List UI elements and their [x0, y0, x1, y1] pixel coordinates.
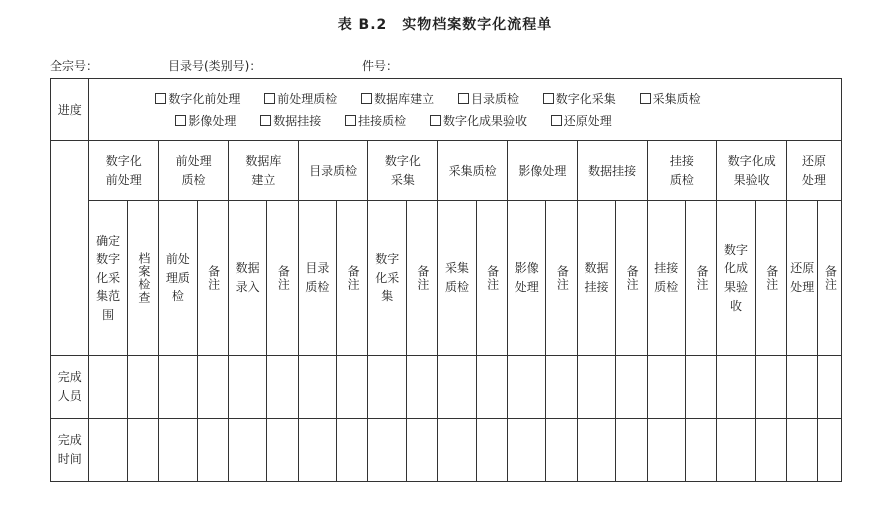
checkbox[interactable] — [264, 93, 275, 104]
cell[interactable] — [476, 419, 507, 482]
sub-image: 影像处理 — [508, 201, 546, 356]
option-data-linking[interactable]: 数据挂接 — [260, 110, 321, 132]
stage-header: 还原处理 — [787, 141, 842, 201]
checkbox[interactable] — [260, 115, 271, 126]
sub-note: 备注 — [755, 201, 786, 356]
checkbox[interactable] — [345, 115, 356, 126]
stage-header: 前处理质检 — [159, 141, 229, 201]
cell[interactable] — [197, 419, 228, 482]
option-pre-processing[interactable]: 数字化前处理 — [155, 88, 240, 110]
stage-header: 影像处理 — [508, 141, 578, 201]
sub-capqc: 采集质检 — [438, 201, 476, 356]
cell[interactable] — [577, 419, 615, 482]
cell[interactable] — [476, 356, 507, 419]
checkbox[interactable] — [175, 115, 186, 126]
cell[interactable] — [787, 419, 818, 482]
option-catalog-qc[interactable]: 目录质检 — [458, 88, 519, 110]
fonds-number-label: 全宗号： — [50, 59, 99, 73]
workflow-table — [50, 78, 842, 482]
row-label-time: 完成时间 — [51, 419, 89, 482]
row-label-person: 完成人员 — [51, 356, 89, 419]
progress-options-row1 — [105, 88, 841, 110]
stage-header: 采集质检 — [438, 141, 508, 201]
sub-accept: 数字化成果验收 — [717, 201, 755, 356]
stage-header: 数字化采集 — [368, 141, 438, 201]
progress-label: 进度 — [51, 79, 89, 141]
cell[interactable] — [228, 356, 266, 419]
cell[interactable] — [755, 356, 786, 419]
option-database-build[interactable]: 数据库建立 — [361, 88, 434, 110]
checkbox[interactable] — [640, 93, 651, 104]
checkbox[interactable] — [543, 93, 554, 104]
cell[interactable] — [298, 356, 336, 419]
sub-scope: 确定数字化采集范围 — [89, 201, 127, 356]
cell[interactable] — [616, 356, 647, 419]
option-pre-processing-qc[interactable]: 前处理质检 — [264, 88, 337, 110]
sub-note: 备注 — [685, 201, 716, 356]
cell[interactable] — [127, 356, 158, 419]
checkbox[interactable] — [551, 115, 562, 126]
cell[interactable] — [127, 419, 158, 482]
sub-check: 档案检查 — [127, 201, 158, 356]
blank-label-cell — [51, 141, 89, 356]
cell[interactable] — [267, 419, 298, 482]
cell[interactable] — [755, 419, 786, 482]
cell[interactable] — [577, 356, 615, 419]
progress-options-row2 — [105, 110, 841, 132]
checkbox[interactable] — [155, 93, 166, 104]
cell[interactable] — [685, 356, 716, 419]
cell[interactable] — [368, 419, 406, 482]
progress-options — [89, 79, 842, 141]
cell[interactable] — [298, 419, 336, 482]
cell[interactable] — [818, 419, 842, 482]
cell[interactable] — [647, 356, 685, 419]
cell[interactable] — [406, 419, 437, 482]
sub-note: 备注 — [818, 201, 842, 356]
cell[interactable] — [546, 356, 577, 419]
sub-note: 备注 — [476, 201, 507, 356]
option-linking-qc[interactable]: 挂接质检 — [345, 110, 406, 132]
option-acceptance[interactable]: 数字化成果验收 — [430, 110, 527, 132]
cell[interactable] — [546, 419, 577, 482]
cell[interactable] — [438, 419, 476, 482]
sub-link: 数据挂接 — [577, 201, 615, 356]
sub-restore: 还原处理 — [787, 201, 818, 356]
cell[interactable] — [508, 419, 546, 482]
item-number-label: 件号： — [362, 59, 399, 73]
stage-header: 数字化成果验收 — [717, 141, 787, 201]
option-digital-capture[interactable]: 数字化采集 — [543, 88, 616, 110]
cell[interactable] — [337, 419, 368, 482]
cell[interactable] — [89, 419, 127, 482]
cell[interactable] — [159, 419, 197, 482]
sub-note: 备注 — [197, 201, 228, 356]
option-capture-qc[interactable]: 采集质检 — [640, 88, 701, 110]
sub-entry: 数据录入 — [228, 201, 266, 356]
cell[interactable] — [406, 356, 437, 419]
sub-preqc: 前处理质检 — [159, 201, 197, 356]
cell[interactable] — [159, 356, 197, 419]
checkbox[interactable] — [430, 115, 441, 126]
page-title: 表 B.2 实物档案数字化流程单 — [337, 17, 553, 33]
cell[interactable] — [717, 356, 755, 419]
cell[interactable] — [647, 419, 685, 482]
stage-header: 数据库建立 — [228, 141, 298, 201]
cell[interactable] — [717, 419, 755, 482]
sub-note: 备注 — [546, 201, 577, 356]
cell[interactable] — [228, 419, 266, 482]
option-restore[interactable]: 还原处理 — [551, 110, 612, 132]
cell[interactable] — [685, 419, 716, 482]
stage-header: 挂接质检 — [647, 141, 717, 201]
option-image-processing[interactable]: 影像处理 — [175, 110, 236, 132]
cell[interactable] — [368, 356, 406, 419]
cell[interactable] — [89, 356, 127, 419]
cell[interactable] — [818, 356, 842, 419]
sub-note: 备注 — [267, 201, 298, 356]
cell[interactable] — [337, 356, 368, 419]
cell[interactable] — [267, 356, 298, 419]
sub-note: 备注 — [616, 201, 647, 356]
cell[interactable] — [438, 356, 476, 419]
sub-capture: 数字化采集 — [368, 201, 406, 356]
cell[interactable] — [616, 419, 647, 482]
checkbox[interactable] — [361, 93, 372, 104]
cell[interactable] — [787, 356, 818, 419]
cell[interactable] — [508, 356, 546, 419]
catalog-number-label: 目录号(类别号)： — [168, 59, 262, 73]
sub-note: 备注 — [406, 201, 437, 356]
sub-catqc: 目录质检 — [298, 201, 336, 356]
sub-note: 备注 — [337, 201, 368, 356]
stage-header: 目录质检 — [298, 141, 368, 201]
cell[interactable] — [197, 356, 228, 419]
sub-linkqc: 挂接质检 — [647, 201, 685, 356]
stage-header: 数字化前处理 — [89, 141, 159, 201]
stage-header: 数据挂接 — [577, 141, 647, 201]
checkbox[interactable] — [458, 93, 469, 104]
